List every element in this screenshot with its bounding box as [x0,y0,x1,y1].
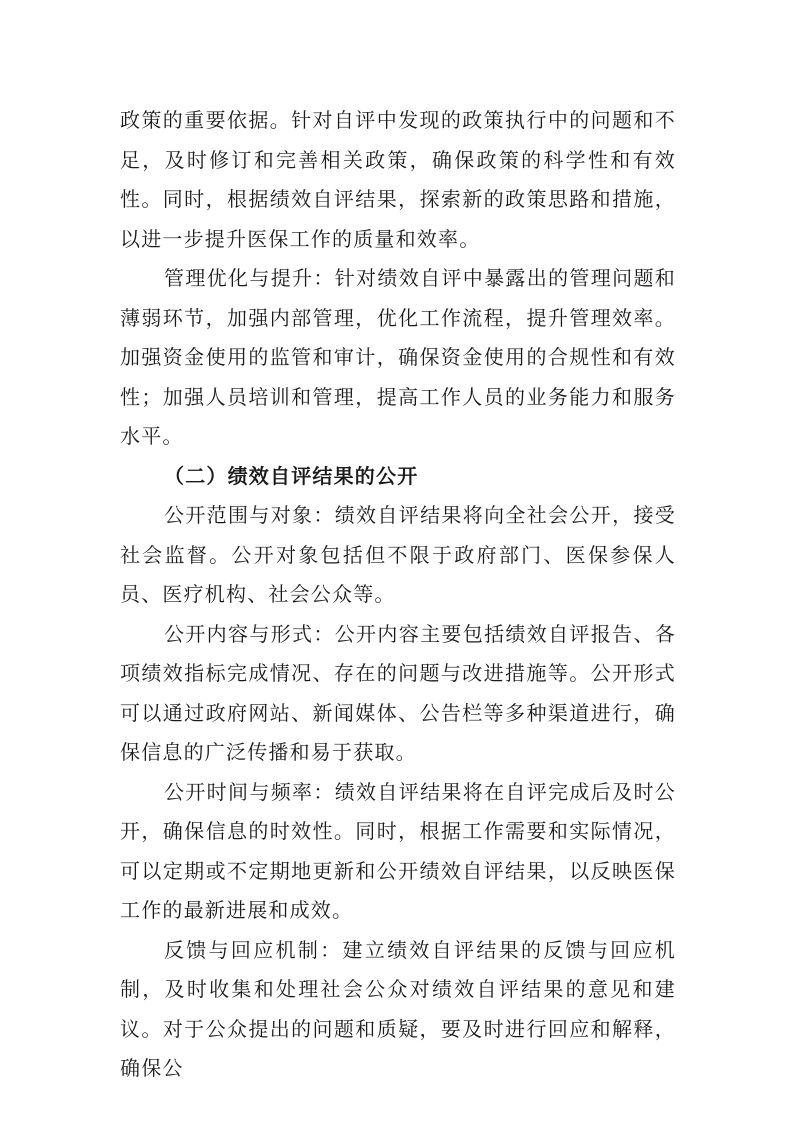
paragraph-disclosure-scope: 公开范围与对象：绩效自评结果将向全社会公开，接受社会监督。公开对象包括但不限于政府部门、医保参保人员、医疗机构、社会公众等。 [120,503,676,606]
paragraph-policy-basis: 政策的重要依据。针对自评中发现的政策执行中的问题和不足，及时修订和完善相关政策，确保政策的科学性和有效性。同时，根据绩效自评结果，探索新的政策思路和措施，以进一步提升医保工作的质量和效率。 [120,108,676,251]
paragraph-feedback-mechanism: 反馈与回应机制：建立绩效自评结果的反馈与回应机制，及时收集和处理社会公众对绩效自评结果的意见和建议。对于公众提出的问题和质疑，要及时进行回应和解释，确保公 [120,937,676,1080]
paragraph-disclosure-timing: 公开时间与频率：绩效自评结果将在自评完成后及时公开，确保信息的时效性。同时，根据工作需要和实际情况，可以定期或不定期地更新和公开绩效自评结果，以反映医保工作的最新进展和成效。 [120,779,676,922]
document-body [120,101,676,1089]
section-heading: （二）绩效自评结果的公开 [164,463,419,488]
paragraph-management-optimization: 管理优化与提升：针对绩效自评中暴露出的管理问题和薄弱环节，加强内部管理，优化工作流程，提升管理效率。加强资金使用的监管和审计，确保资金使用的合规性和有效性；加强人员培训和管理，提高工作人员的业务能力和服务水平。 [120,266,676,448]
paragraph-disclosure-content: 公开内容与形式：公开内容主要包括绩效自评报告、各项绩效指标完成情况、存在的问题与改进措施等。公开形式可以通过政府网站、新闻媒体、公告栏等多种渠道进行，确保信息的广泛传播和易于获取。 [120,621,676,764]
